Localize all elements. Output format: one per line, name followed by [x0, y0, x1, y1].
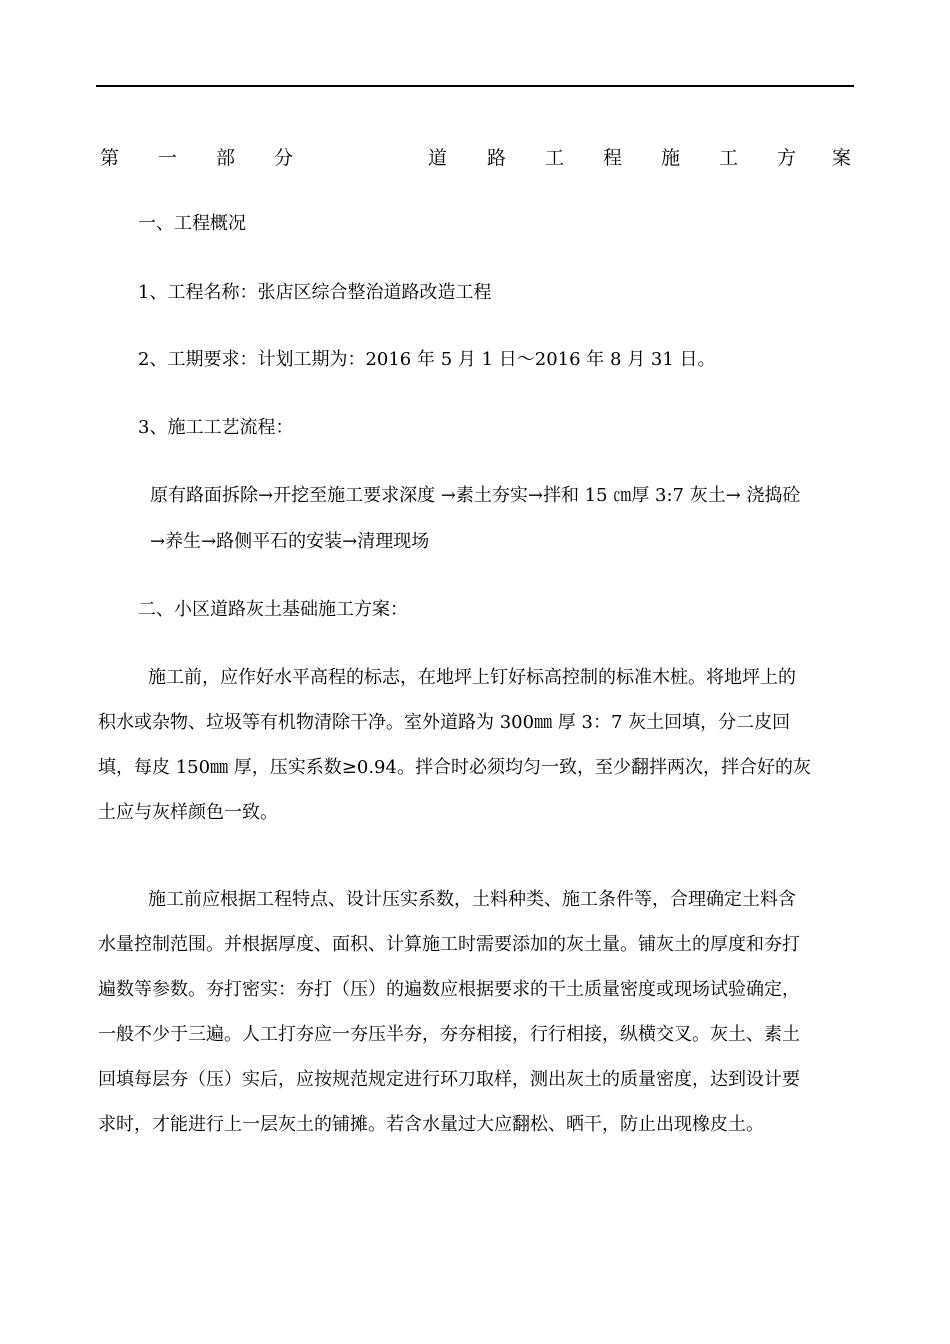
project-name-item: 1、工程名称：张店区综合整治道路改造工程: [138, 282, 492, 303]
paragraph-line: 求时，才能进行上一层灰土的铺摊。若含水量过大应翻松、晒干，防止出现橡皮土。: [98, 1114, 764, 1135]
paragraph-line: 一般不少于三遍。人工打夯应一夯压半夯，夯夯相接，行行相接，纵横交叉。灰土、素土: [98, 1024, 800, 1045]
process-flow-line: 原有路面拆除→开挖至施工要求深度 →素土夯实→拌和 15 ㎝厚 3:7 灰土→ 浇捣砼: [150, 485, 801, 506]
paragraph-line: 施工前应根据工程特点、设计压实系数，土料种类、施工条件等，合理确定土料含: [148, 889, 796, 910]
paragraph-line: 水量控制范围。并根据厚度、面积、计算施工时需要添加的灰土量。铺灰土的厚度和夯打: [98, 934, 800, 955]
section-heading-overview: 一、工程概况: [138, 213, 246, 234]
document-title: [0, 144, 950, 172]
paragraph-line: 填，每皮 150㎜ 厚，压实系数≥0.94。拌合时必须均匀一致，至少翻拌两次，拌合好的灰: [98, 757, 811, 778]
paragraph-line: 积水或杂物、垃圾等有机物清除干净。室外道路为 300㎜ 厚 3：7 灰土回填，分二皮回: [98, 712, 791, 733]
header-rule: [96, 85, 854, 87]
schedule-item: 2、工期要求：计划工期为：2016 年 5 月 1 日～2016 年 8 月 31 日。: [138, 349, 716, 370]
paragraph-line: 施工前，应作好水平高程的标志，在地坪上钉好标高控制的标准木桩。将地坪上的: [148, 667, 796, 688]
title-part-char: 第: [100, 147, 120, 169]
paragraph: [98, 663, 811, 828]
process-flow-line: →养生→路侧平石的安装→清理现场: [150, 531, 430, 552]
process-flow-item: 3、施工工艺流程：: [138, 417, 294, 438]
title-part-char: 一: [158, 147, 178, 169]
title-name-char: 案: [832, 147, 852, 169]
title-part-char: 部: [216, 147, 236, 169]
paragraph-line: 土应与灰样颜色一致。: [98, 802, 278, 823]
title-name-char: 道: [428, 147, 448, 169]
title-name-char: 工: [719, 147, 739, 169]
title-name-char: 程: [603, 147, 623, 169]
title-name-char: 工: [545, 147, 565, 169]
paragraph: [98, 885, 800, 1140]
section-heading-foundation: 二、小区道路灰土基础施工方案：: [138, 599, 408, 620]
title-name-char: 施: [661, 147, 681, 169]
title-part-char: 分: [274, 147, 294, 169]
title-name-char: 路: [487, 147, 507, 169]
paragraph-line: 回填每层夯（压）实后，应按规范规定进行环刀取样，测出灰土的质量密度，达到设计要: [98, 1069, 800, 1090]
title-name-char: 方: [777, 147, 797, 169]
paragraph-line: 遍数等参数。夯打密实：夯打（压）的遍数应根据要求的干土质量密度或现场试验确定，: [98, 979, 800, 1000]
